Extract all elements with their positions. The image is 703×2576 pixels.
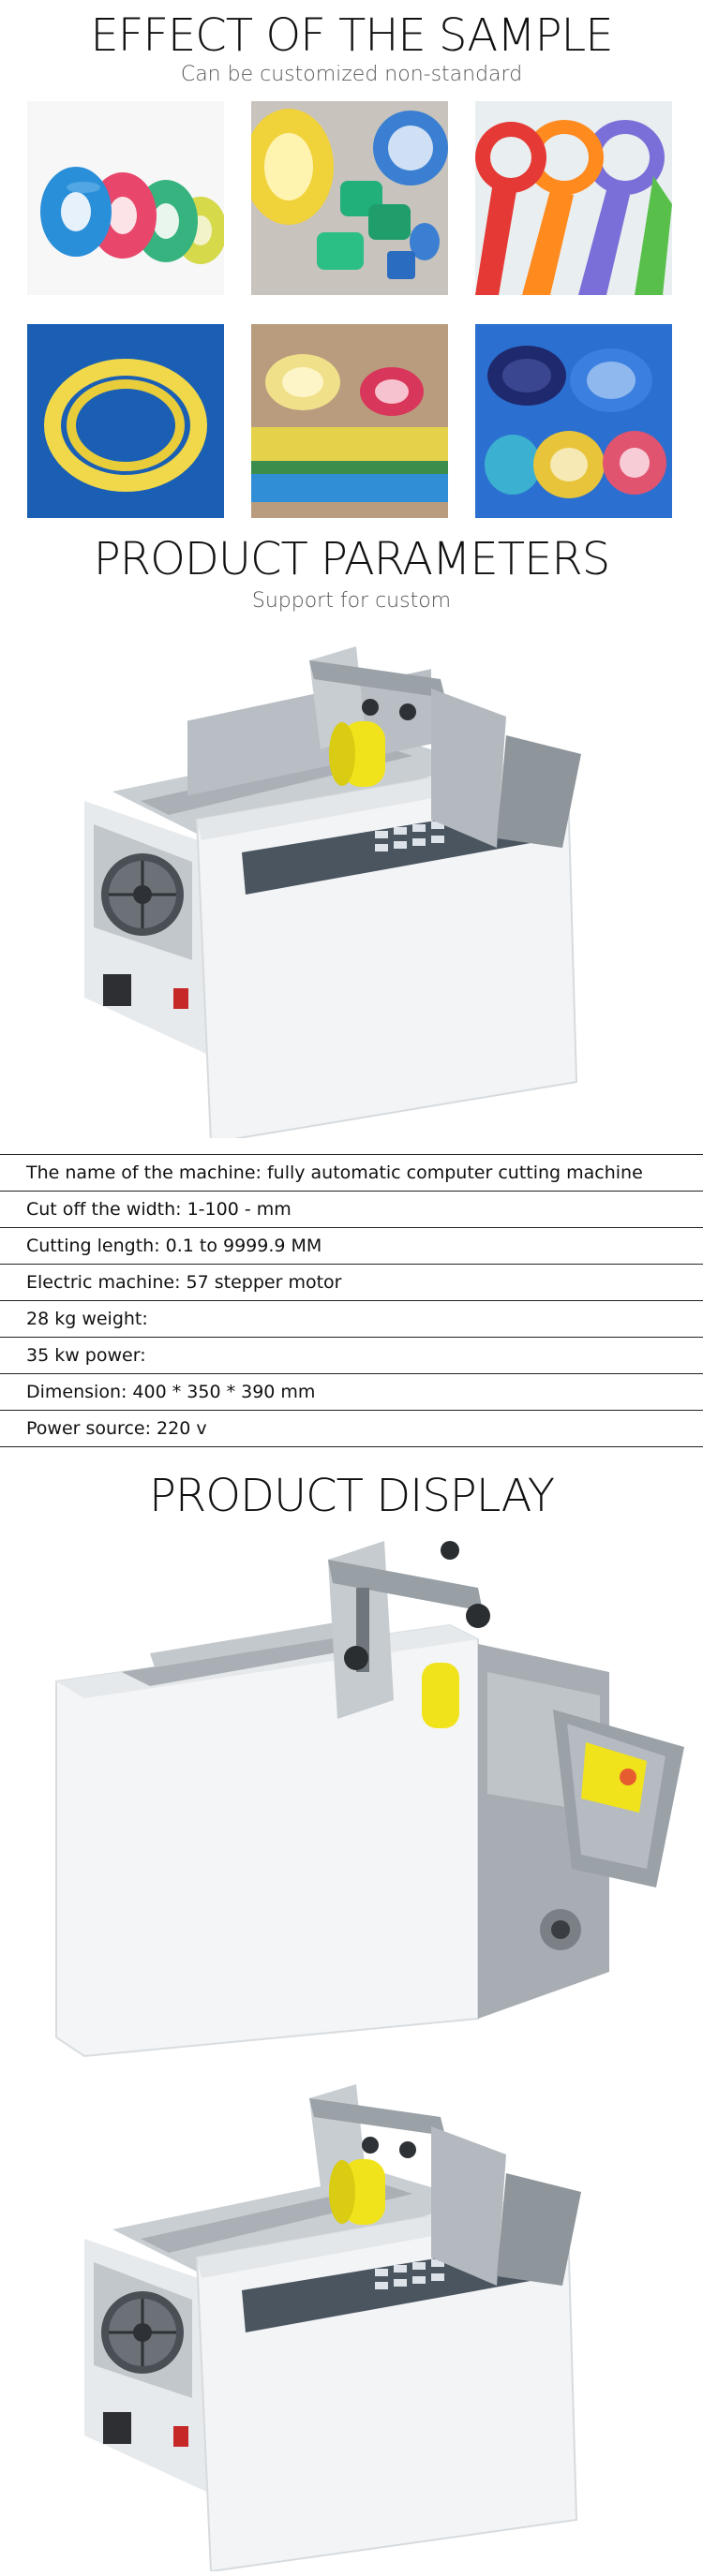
- sample-sleeve-rolls-photo: [251, 101, 448, 295]
- sample-section-subtitle: Can be customized non-standard: [180, 63, 523, 86]
- parameter-row-weight: 28 kg weight:: [0, 1300, 703, 1337]
- parameter-row-machine-name: The name of the machine: fully automatic computer cutting machine: [0, 1154, 703, 1191]
- parameters-section-title: PRODUCT PARAMETERS: [93, 533, 610, 585]
- sample-mixed-rolls-photo: [475, 324, 672, 518]
- parameter-row-dimension: Dimension: 400 * 350 * 390 mm: [0, 1373, 703, 1410]
- machine-front-view-photo: [75, 2061, 609, 2571]
- sample-yellow-coil-photo: [27, 324, 224, 518]
- parameter-row-cut-length: Cutting length: 0.1 to 9999.9 MM: [0, 1227, 703, 1264]
- machine-side-view-photo: [47, 1532, 684, 2065]
- sample-coiled-tubes-photo: [27, 101, 224, 295]
- sample-flat-tube-photo: [251, 324, 448, 518]
- parameters-table: [0, 1154, 703, 1447]
- parameter-row-power: 35 kw power:: [0, 1337, 703, 1373]
- machine-front-photo: [75, 623, 609, 1138]
- sample-ribbon-rolls-photo: [475, 101, 672, 295]
- display-section-title: PRODUCT DISPLAY: [148, 1470, 555, 1522]
- parameters-section-subtitle: Support for custom: [251, 589, 452, 613]
- parameter-row-motor: Electric machine: 57 stepper motor: [0, 1264, 703, 1300]
- sample-section-title: EFFECT OF THE SAMPLE: [90, 9, 613, 62]
- parameter-row-power-source: Power source: 220 v: [0, 1410, 703, 1447]
- parameter-row-cut-width: Cut off the width: 1-100 - mm: [0, 1191, 703, 1227]
